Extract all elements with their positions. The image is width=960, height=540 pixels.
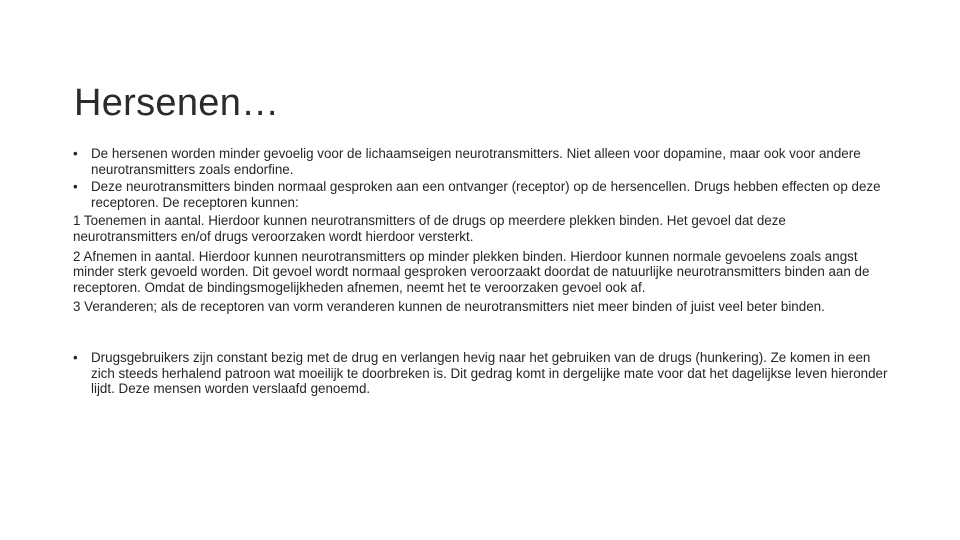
paragraph-veranderen: 3 Veranderen; als de receptoren van vorm veranderen kunnen de neurotransmitters niet meer binden of juist veel beter binden.	[73, 299, 825, 315]
spacer	[73, 319, 891, 350]
bullet-text: Drugsgebruikers zijn constant bezig met de drug en verlangen hevig naar het gebruiken van de drugs (hunkering). Ze komen in een zich steeds herhalend patroon wat moeilijk te doorbreken is. Dit gedrag komt in dergelijke mate voor dat het dagelijkse leven hieronder lijdt. Deze mensen worden verslaafd genoemd.	[91, 349, 888, 397]
bullet-icon: •	[73, 146, 78, 161]
paragraph-afnemen: 2 Afnemen in aantal. Hierdoor kunnen neurotransmitters op minder plekken binden. Hierdoor kunnen normale gevoelens zoals angst minder sterk gevoeld worden. Dit gevoel wordt normaal gesproken veroorzaakt doordat de natuurlijke neurotransmitters binden aan de receptoren. Omdat de bindingsmogelijkheden afnemen, neemt het te veroorzaken gevoel ook af.	[73, 248, 870, 295]
slide-title: Hersenen…	[74, 82, 280, 125]
bullet-text: De hersenen worden minder gevoelig voor de lichaamseigen neurotransmitters. Niet alleen voor dopamine, maar ook voor andere neurotransmitters zoals endorfine.	[91, 146, 861, 177]
bullet-item	[73, 350, 891, 397]
slide-content	[73, 146, 891, 399]
bullet-item	[73, 179, 891, 210]
bullet-icon: •	[73, 179, 78, 195]
bullet-text: Deze neurotransmitters binden normaal gesproken aan een ontvanger (receptor) op de hersencellen. Drugs hebben effecten op deze receptoren. De receptoren kunnen:	[91, 179, 881, 210]
bullet-item	[73, 146, 891, 177]
bullet-icon: •	[73, 349, 78, 365]
paragraph-toenemen: 1 Toenemen in aantal. Hierdoor kunnen neurotransmitters of de drugs op meerdere plekken binden. Het gevoel dat deze neurotransmitters en/of drugs veroorzaken wordt hierdoor versterkt.	[73, 213, 786, 244]
